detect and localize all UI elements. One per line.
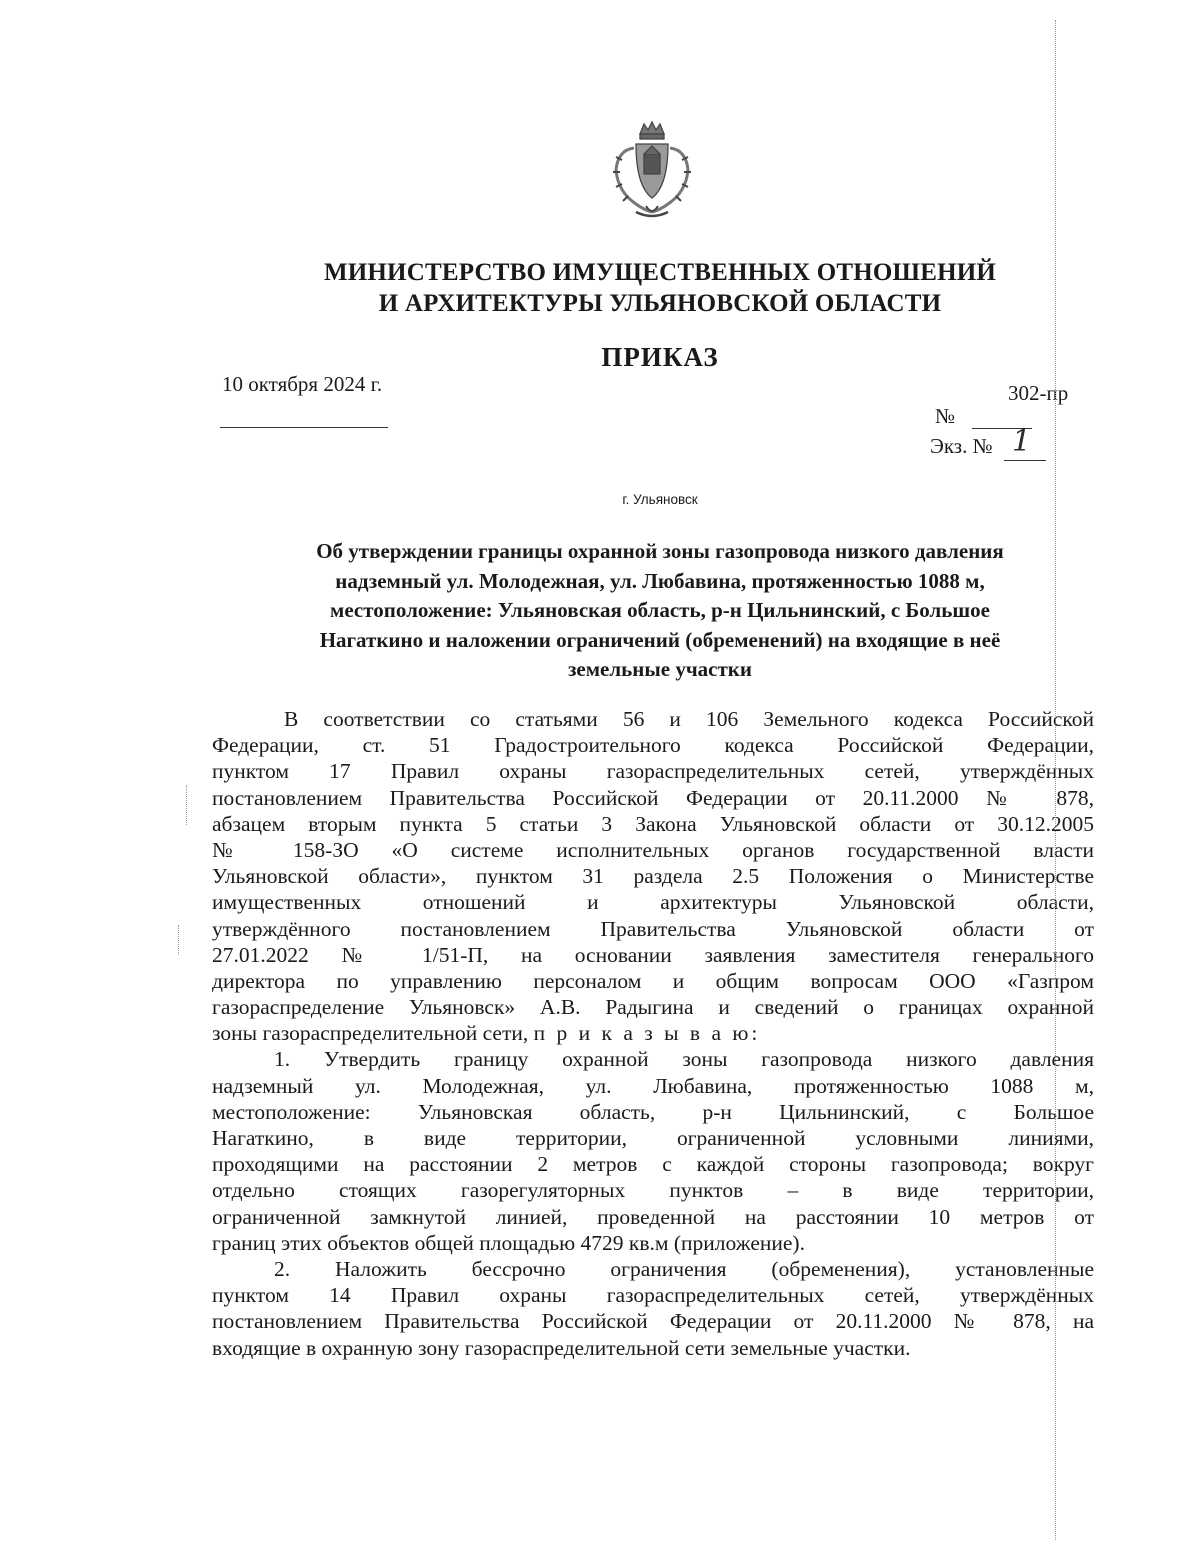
body-line: постановлением Правительства Российской Федерации от 20.11.2000 № 878, на: [212, 1309, 1094, 1334]
body-line: ограниченной замкнутой линией, проведенной на расстоянии 10 метров от: [212, 1204, 1094, 1229]
title-line: местоположение: Ульяновская область, р-н Цильнинский, с Большое: [330, 598, 990, 622]
title-line: Об утверждении границы охранной зоны газопровода низкого давления: [316, 539, 1004, 563]
document-title: [180, 537, 1140, 685]
order-verb: п р и к а з ы в а ю:: [533, 1021, 761, 1046]
copy-number: 1: [1012, 424, 1032, 459]
title-line: Нагаткино и наложении ограничений (обременений) на входящие в неё: [319, 627, 1001, 652]
scan-fold-line: [1055, 20, 1058, 1540]
body-line: надземный ул. Молодежная, ул. Любавина, протяженностью 1088 м,: [212, 1073, 1094, 1098]
body-line: № 158-ЗО «О системе исполнительных органов государственной власти: [212, 837, 1094, 862]
copy-label: Экз. №: [930, 434, 993, 458]
order-date: 10 октября 2024 г.: [222, 372, 383, 396]
body-line-text: зоны газораспределительной сети,: [212, 1021, 529, 1046]
body-line: [212, 1020, 1094, 1046]
scan-smudge: [186, 785, 189, 825]
body-line: абзацем вторым пункта 5 статьи 3 Закона Ульяновской области от 30.12.2005: [212, 811, 1094, 836]
document-body: [212, 706, 1094, 1361]
body-line: 27.01.2022 № 1/51-П, на основании заявления заместителя генерального: [212, 942, 1094, 967]
body-line: местоположение: Ульяновская область, р-н Цильнинский, с Большое: [212, 1099, 1094, 1124]
body-line: утверждённого постановлением Правительства Ульяновской области от: [212, 916, 1094, 941]
date-underline: [220, 427, 388, 428]
ministry-line-1: МИНИСТЕРСТВО ИМУЩЕСТВЕННЫХ ОТНОШЕНИЙ: [323, 259, 997, 286]
scan-smudge: [178, 925, 181, 955]
body-line: 2. Наложить бессрочно ограничения (обременения), установленные: [274, 1256, 1094, 1281]
copy-underline: [1004, 460, 1046, 461]
ministry-line-2: И АРХИТЕКТУРЫ УЛЬЯНОВСКОЙ ОБЛАСТИ: [378, 290, 942, 317]
body-line: газораспределение Ульяновск» А.В. Радыгина и сведений о границах охранной: [212, 995, 1094, 1020]
coat-of-arms-emblem: [606, 120, 698, 222]
document-type: ПРИКАЗ: [601, 342, 719, 372]
body-line: Нагаткино, в виде территории, ограниченной условными линиями,: [212, 1126, 1094, 1150]
body-line: имущественных отношений и архитектуры Ульяновской области,: [212, 890, 1094, 915]
title-line: надземный ул. Молодежная, ул. Любавина, протяженностью 1088 м,: [335, 568, 985, 593]
body-line: пунктом 17 Правил охраны газораспределительных сетей, утверждённых: [212, 759, 1094, 784]
number-label: №: [935, 404, 956, 428]
ministry-name: [240, 257, 1080, 319]
body-line: Федерации, ст. 51 Градостроительного кодекса Российской Федерации,: [212, 733, 1094, 758]
body-line: директора по управлению персоналом и общим вопросам ООО «Газпром: [212, 968, 1094, 993]
title-line: земельные участки: [567, 657, 753, 681]
body-line: проходящими на расстоянии 2 метров с каждой стороны газопровода; вокруг: [212, 1152, 1094, 1177]
body-line: пунктом 14 Правил охраны газораспределительных сетей, утверждённых: [212, 1283, 1094, 1308]
body-line: отдельно стоящих газорегуляторных пунктов – в виде территории,: [212, 1178, 1094, 1203]
body-line: входящие в охранную зону газораспределительной сети земельные участки.: [212, 1335, 911, 1360]
order-number: 302-пр: [1008, 381, 1069, 405]
body-line: В соответствии со статьями 56 и 106 Земельного кодекса Российской: [284, 707, 1094, 731]
body-line: Ульяновской области», пунктом 31 раздела 2.5 Положения о Министерстве: [212, 864, 1094, 889]
body-line: границ этих объектов общей площадью 4729 кв.м (приложение).: [212, 1230, 805, 1255]
body-line: 1. Утвердить границу охранной зоны газопровода низкого давления: [274, 1047, 1094, 1072]
body-line: постановлением Правительства Российской Федерации от 20.11.2000 № 878,: [212, 785, 1094, 810]
city-label: г. Ульяновск: [622, 492, 698, 507]
